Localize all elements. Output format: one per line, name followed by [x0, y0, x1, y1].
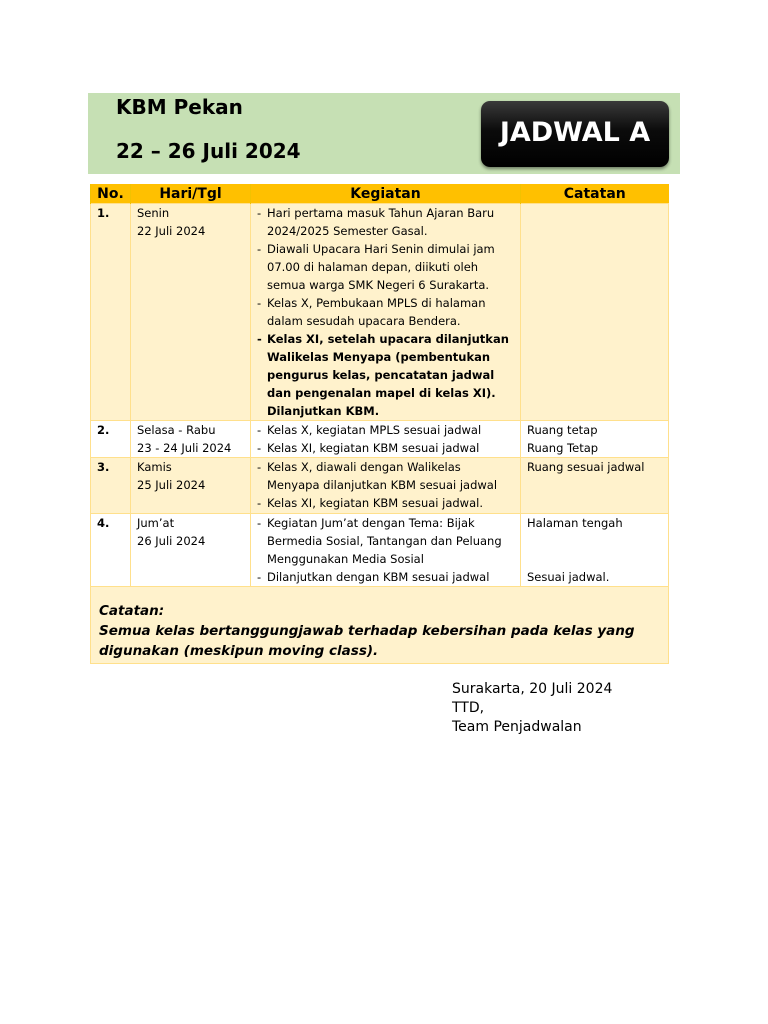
table-row — [91, 514, 669, 587]
activity-item: - Kelas XI, kegiatan KBM sesuai jadwal — [257, 439, 514, 457]
notes-cell — [521, 204, 669, 421]
activity-item: - Kelas XI, setelah upacara dilanjutkan Walikelas Menyapa (pembentukan pengurus kelas, pencatatan jadwal dan pengenalan mapel di kelas XI). Dilanjutkan KBM. — [257, 330, 514, 420]
day-date: 23 - 24 Juli 2024 — [137, 441, 232, 455]
activity-item: - Hari pertama masuk Tahun Ajaran Baru 2024/2025 Semester Gasal. — [257, 204, 514, 240]
day-date: 26 Juli 2024 — [137, 534, 206, 548]
day-name: Senin — [137, 206, 170, 220]
day-date: 22 Juli 2024 — [137, 224, 206, 238]
day-cell — [131, 421, 251, 458]
row-number: 1. — [91, 204, 131, 421]
day-cell — [131, 458, 251, 514]
day-date: 25 Juli 2024 — [137, 478, 206, 492]
day-cell — [131, 204, 251, 421]
table-row — [91, 204, 669, 421]
table-header-row — [91, 184, 669, 204]
note-text: Halaman tengah — [527, 516, 623, 530]
row-number: 2. — [91, 421, 131, 458]
row-number: 3. — [91, 458, 131, 514]
signature-team: Team Penjadwalan — [452, 719, 582, 735]
row-number: 4. — [91, 514, 131, 587]
footnote-row — [91, 587, 669, 664]
day-cell — [131, 514, 251, 587]
notes-cell — [521, 421, 669, 458]
footnote-cell — [91, 587, 669, 664]
table-row — [91, 458, 669, 514]
activity-item: - Kelas X, kegiatan MPLS sesuai jadwal — [257, 421, 514, 439]
activity-cell — [251, 421, 521, 458]
table-row — [91, 421, 669, 458]
column-header-day: Hari/Tgl — [131, 184, 251, 204]
activity-item: - Kelas XI, kegiatan KBM sesuai jadwal. — [257, 494, 514, 512]
activity-item: - Kegiatan Jum’at dengan Tema: Bijak Bermedia Sosial, Tantangan dan Peluang Menggunakan Media Sosial — [257, 514, 514, 568]
footnote-label: Catatan: — [99, 603, 165, 619]
note-text: Ruang Tetap — [527, 441, 599, 455]
activity-cell — [251, 514, 521, 587]
signature-place-date: Surakarta, 20 Juli 2024 — [452, 681, 613, 697]
activity-item: - Dilanjutkan dengan KBM sesuai jadwal — [257, 568, 514, 586]
day-name: Selasa - Rabu — [137, 423, 216, 437]
note-text: Ruang sesuai jadwal — [527, 460, 645, 474]
schedule-badge: JADWAL A — [481, 101, 669, 167]
notes-cell — [521, 514, 669, 587]
column-header-activity: Kegiatan — [251, 184, 521, 204]
header-banner — [88, 93, 680, 174]
schedule-table — [90, 184, 669, 664]
date-range: 22 – 26 Juli 2024 — [116, 139, 301, 163]
activity-cell — [251, 458, 521, 514]
signature-ttd: TTD, — [452, 700, 485, 716]
activity-item: - Kelas X, diawali dengan Walikelas Menyapa dilanjutkan KBM sesuai jadwal — [257, 458, 514, 494]
day-name: Kamis — [137, 460, 172, 474]
column-header-notes: Catatan — [521, 184, 669, 204]
note-text: Ruang tetap — [527, 423, 598, 437]
column-header-no: No. — [91, 184, 131, 204]
note-text: Sesuai jadwal. — [527, 570, 610, 584]
activity-item: - Diawali Upacara Hari Senin dimulai jam 07.00 di halaman depan, diikuti oleh semua warga SMK Negeri 6 Surakarta. — [257, 240, 514, 294]
activity-cell — [251, 204, 521, 421]
notes-cell — [521, 458, 669, 514]
activity-item: - Kelas X, Pembukaan MPLS di halaman dalam sesudah upacara Bendera. — [257, 294, 514, 330]
footnote-text: Semua kelas bertanggungjawab terhadap kebersihan pada kelas yang digunakan (meskipun moving class). — [99, 623, 635, 659]
page-title: KBM Pekan — [116, 95, 243, 119]
day-name: Jum’at — [137, 516, 175, 530]
signature-block — [452, 680, 612, 737]
